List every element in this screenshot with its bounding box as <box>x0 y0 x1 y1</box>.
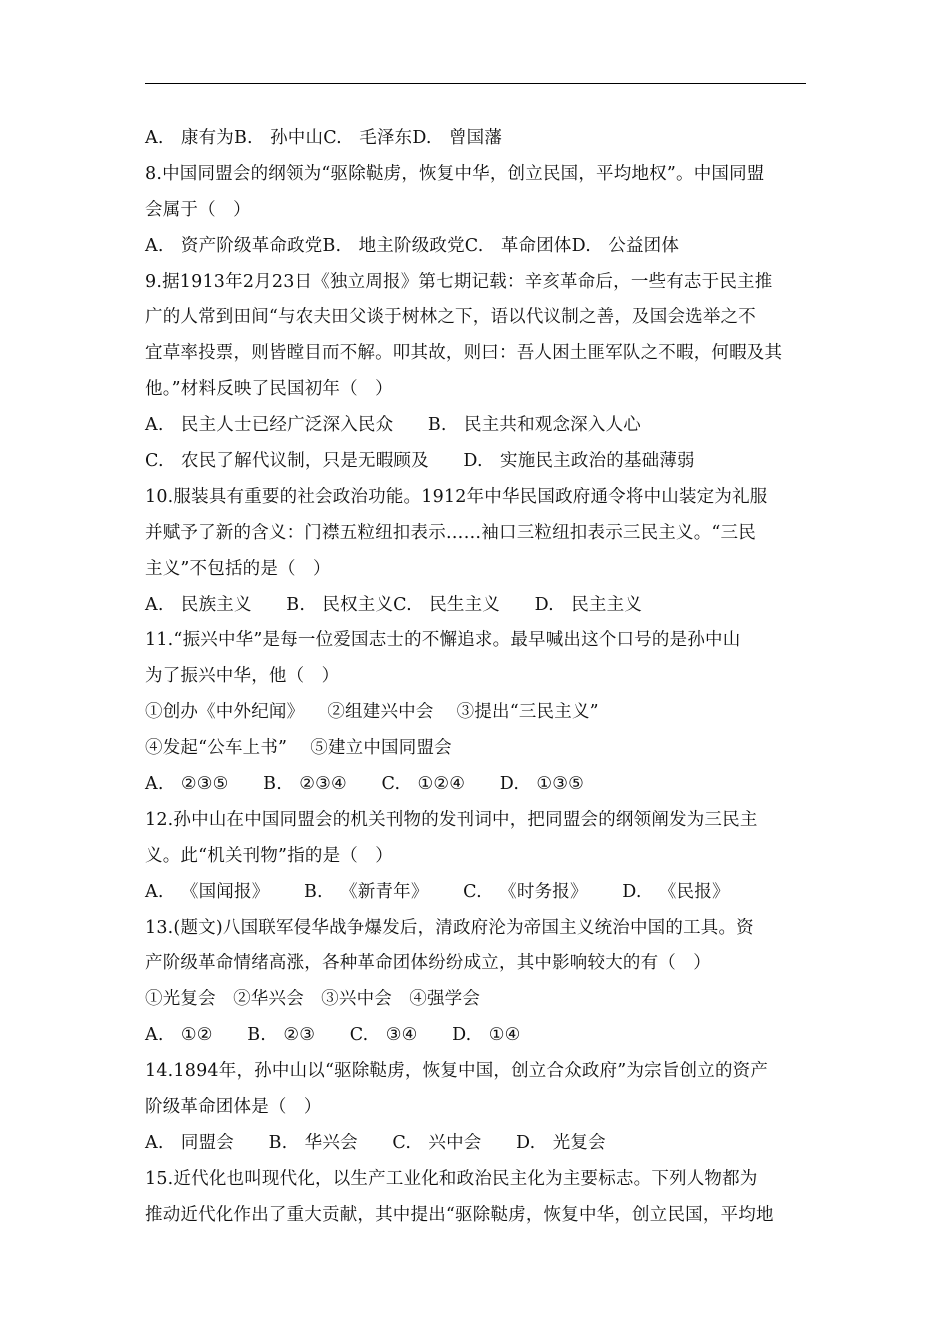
q14-stem-line-2: 阶级革命团体是（ ） <box>145 1097 322 1118</box>
q11-stem-line-2: 为了振兴中华，他（ ） <box>145 666 340 687</box>
q11-choices-line-1: ①创办《中外纪闻》 ②组建兴中会 ③提出“三民主义” <box>145 702 599 723</box>
q10-stem-line-1: 10.服装具有重要的社会政治功能。1912年中华民国政府通令将中山装定为礼服 <box>145 486 768 507</box>
q15-stem-line-1: 15.近代化也叫现代化，以生产工业化和政治民主化为主要标志。下列人物都为 <box>145 1168 758 1189</box>
q11-options: A. ②③⑤ B. ②③④ C. ①②④ D. ①③⑤ <box>145 774 585 795</box>
q10-options: A. 民族主义 B. 民权主义C. 民生主义 D. 民主主义 <box>145 594 643 615</box>
q9-stem-line-3: 宜草率投票，则皆瞠目而不解。叩其故，则曰：吾人困土匪军队之不暇，何暇及其 <box>145 343 783 364</box>
q14-options: A. 同盟会 B. 华兴会 C. 兴中会 D. 光复会 <box>145 1132 606 1153</box>
q13-choices: ①光复会 ②华兴会 ③兴中会 ④强学会 <box>145 989 481 1010</box>
q9-stem-line-2: 广的人常到田间“与农夫田父谈于树林之下，语以代议制之善，及国会选举之不 <box>145 307 756 328</box>
q9-stem-line-4: 他。”材料反映了民国初年（ ） <box>145 379 393 400</box>
q10-stem-line-3: 主义”不包括的是（ ） <box>145 558 331 579</box>
q8-options: A. 资产阶级革命政党B. 地主阶级政党C. 革命团体D. 公益团体 <box>145 235 680 256</box>
q7-options: A. 康有为B. 孙中山C. 毛泽东D. 曾国藩 <box>145 128 503 148</box>
q13-stem-line-2: 产阶级革命情绪高涨，各种革命团体纷纷成立，其中影响较大的有（ ） <box>145 953 711 974</box>
q14-stem-line-1: 14.1894年，孙中山以“驱除鞑虏，恢复中国，创立合众政府”为宗旨创立的资产 <box>145 1061 769 1082</box>
q12-options: A. 《国闻报》 B. 《新青年》 C. 《时务报》 D. 《民报》 <box>145 881 730 902</box>
q12-stem-line-1: 12.孙中山在中国同盟会的机关刊物的发刊词中，把同盟会的纲领阐发为三民主 <box>145 809 758 830</box>
header-rule <box>145 83 806 84</box>
q9-options-ab: A. 民主人士已经广泛深入民众 B. 民主共和观念深入人心 <box>145 415 641 436</box>
q15-stem-line-2: 推动近代化作出了重大贡献，其中提出“驱除鞑虏，恢复中华，创立民国，平均地 <box>145 1204 774 1225</box>
q13-options: A. ①② B. ②③ C. ③④ D. ①④ <box>145 1025 521 1046</box>
q11-stem-line-1: 11.“振兴中华”是每一位爱国志士的不懈追求。最早喊出这个口号的是孙中山 <box>145 630 741 651</box>
document-body <box>145 121 815 1234</box>
q9-options-cd: C. 农民了解代议制，只是无暇顾及 D. 实施民主政治的基础薄弱 <box>145 451 695 472</box>
q10-stem-line-2: 并赋予了新的含义：门襟五粒纽扣表示……袖口三粒纽扣表示三民主义。“三民 <box>145 522 756 543</box>
q12-stem-line-2: 义。此“机关刊物”指的是（ ） <box>145 845 393 866</box>
q13-stem-line-1: 13.(题文)八国联军侵华战争爆发后，清政府沦为帝国主义统治中国的工具。资 <box>145 917 754 938</box>
q8-stem-line-2: 会属于（ ） <box>145 199 251 220</box>
q11-choices-line-2: ④发起“公车上书” ⑤建立中国同盟会 <box>145 738 452 759</box>
q9-stem-line-1: 9.据1913年2月23日《独立周报》第七期记载：辛亥革命后，一些有志于民主推 <box>145 271 773 292</box>
q8-stem-line-1: 8.中国同盟会的纲领为“驱除鞑虏，恢复中华，创立民国，平均地权”。中国同盟 <box>145 163 765 184</box>
